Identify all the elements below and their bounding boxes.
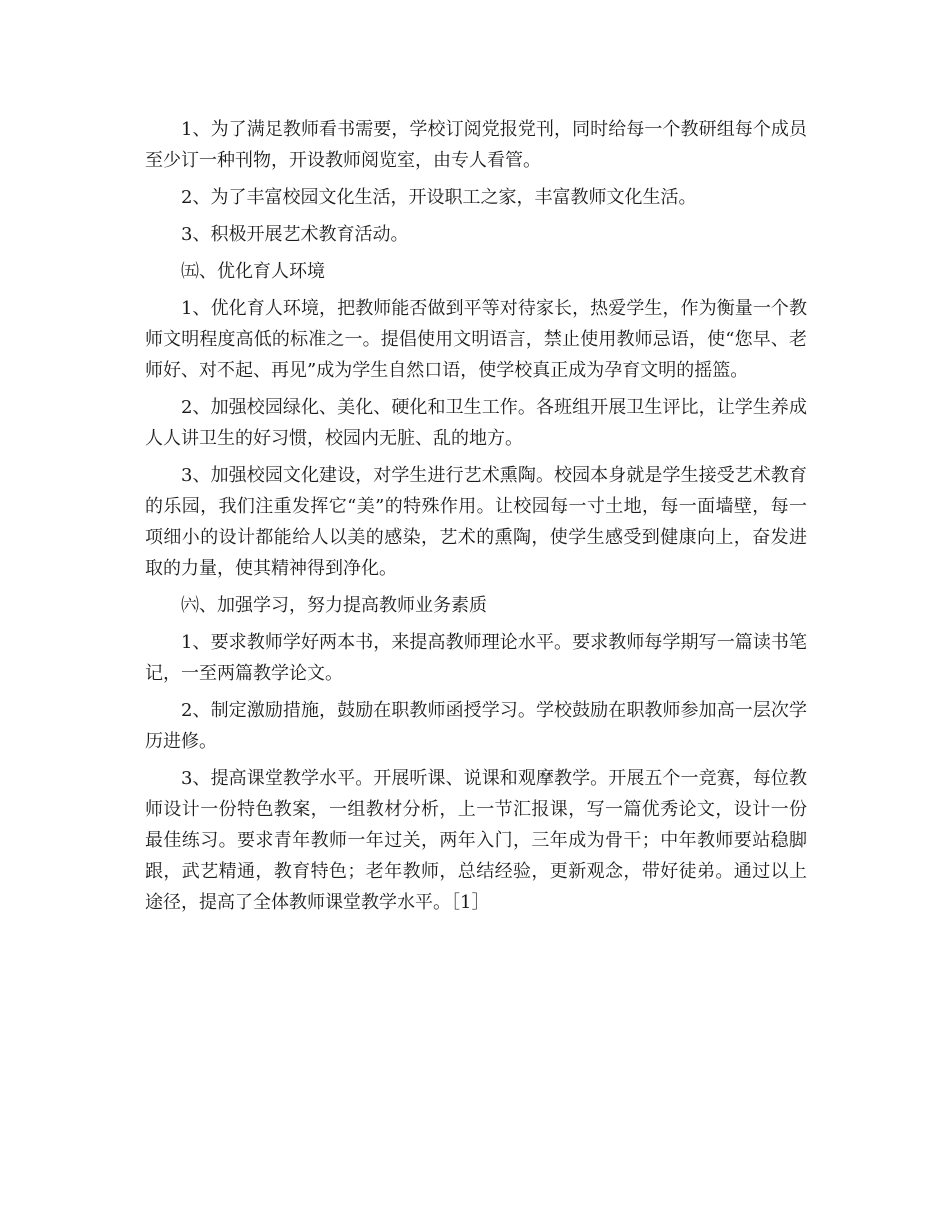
section-heading: ㈥、加强学习，努力提高教师业务素质 xyxy=(181,595,487,616)
paragraph: 2、为了丰富校园文化生活，开设职工之家，丰富教师文化生活。 xyxy=(181,187,697,208)
paragraph: 3、提高课堂教学水平。开展听课、说课和观摩教学。开展五个一竞赛，每位教师设计一份特色教案，一组教材分析，上一节汇报课，写一篇优秀论文，设计一份最佳练习。要求青年教师一年过关，两年入门，三年成为骨干；中年教师要站稳脚跟，武艺精通，教育特色；老年教师，总结经验，更新观念，带好徒弟。通过以上途径，提高了全体教师课堂教学水平。［1］ xyxy=(145,768,807,913)
paragraph: 3、加强校园文化建设，对学生进行艺术熏陶。校园本身就是学生接受艺术教育的乐园，我们注重发挥它“美”的特殊作用。让校园每一寸土地，每一面墙壁，每一项细小的设计都能给人以美的感染，艺术的熏陶，使学生感受到健康向上，奋发进取的力量，使其精神得到净化。 xyxy=(145,465,807,579)
paragraph: 2、加强校园绿化、美化、硬化和卫生工作。各班组开展卫生评比，让学生养成人人讲卫生的好习惯，校园内无脏、乱的地方。 xyxy=(145,397,807,449)
paragraph: 1、优化育人环境，把教师能否做到平等对待家长，热爱学生，作为衡量一个教师文明程度高低的标准之一。提倡使用文明语言，禁止使用教师忌语，使“您早、老师好、对不起、再见”成为学生自然口语，使学校真正成为孕育文明的摇篮。 xyxy=(145,298,807,381)
paragraph: 1、为了满足教师看书需要，学校订阅党报党刊，同时给每一个教研组每个成员至少订一种刊物，开设教师阅览室，由专人看管。 xyxy=(145,119,807,171)
section-heading: ㈤、优化育人环境 xyxy=(181,261,325,282)
paragraph: 3、积极开展艺术教育活动。 xyxy=(181,224,409,245)
document-body xyxy=(145,114,807,924)
paragraph: 1、要求教师学好两本书，来提高教师理论水平。要求教师每学期写一篇读书笔记，一至两篇教学论文。 xyxy=(145,632,807,684)
paragraph: 2、制定激励措施，鼓励在职教师函授学习。学校鼓励在职教师参加高一层次学历进修。 xyxy=(145,700,807,752)
